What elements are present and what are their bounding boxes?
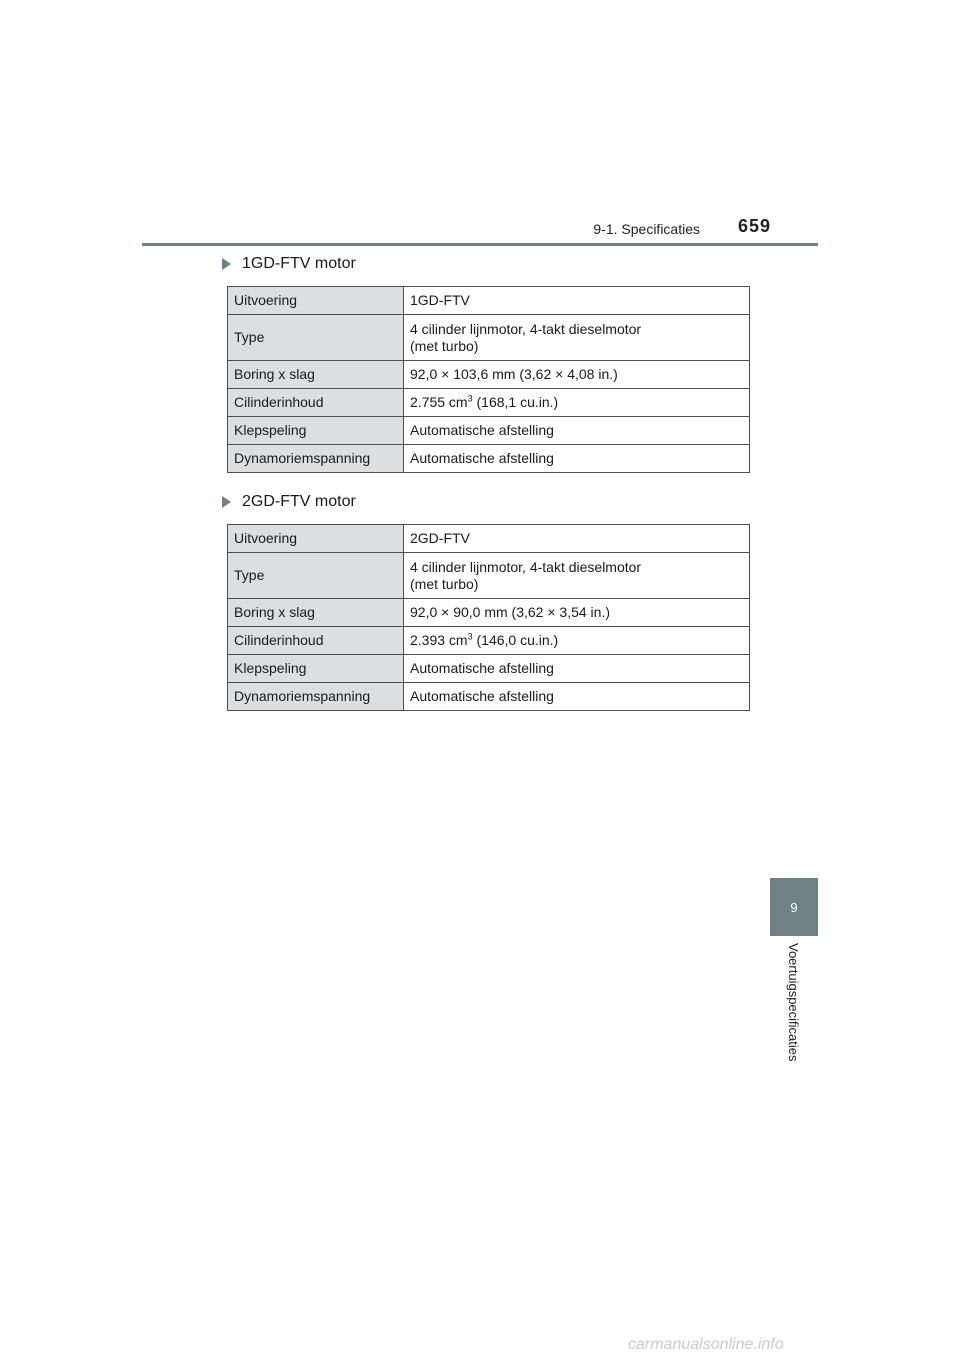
value-superscript: 3 — [467, 631, 473, 642]
value-suffix: (146,0 cu.in.) — [472, 632, 559, 648]
row-label: Boring x slag — [228, 599, 404, 627]
triangle-bullet-icon — [222, 496, 231, 508]
header-divider — [142, 243, 818, 246]
row-value: 1GD-FTV — [404, 287, 750, 315]
chapter-tab[interactable] — [770, 878, 818, 936]
table-row — [228, 683, 750, 711]
row-value: 92,0 × 90,0 mm (3,62 × 3,54 in.) — [404, 599, 750, 627]
table-row — [228, 361, 750, 389]
row-value: 2GD-FTV — [404, 525, 750, 553]
row-label: Type — [228, 553, 404, 599]
table-row — [228, 417, 750, 445]
row-label: Cilinderinhoud — [228, 389, 404, 417]
row-value: Automatische afstelling — [404, 683, 750, 711]
row-value — [404, 627, 750, 655]
table-row — [228, 553, 750, 599]
table-row — [228, 287, 750, 315]
row-label: Type — [228, 315, 404, 361]
row-label: Uitvoering — [228, 525, 404, 553]
spec-table-2gd — [227, 524, 750, 711]
section-title: 9-1. Specificaties — [593, 221, 700, 237]
page-number: 659 — [737, 216, 771, 236]
row-label: Dynamoriemspanning — [228, 445, 404, 473]
value-superscript: 3 — [467, 393, 473, 404]
table-row — [228, 627, 750, 655]
table-row — [228, 599, 750, 627]
row-label: Boring x slag — [228, 361, 404, 389]
row-value: Automatische afstelling — [404, 655, 750, 683]
row-value — [404, 389, 750, 417]
row-value: 92,0 × 103,6 mm (3,62 × 4,08 in.) — [404, 361, 750, 389]
table-row — [228, 445, 750, 473]
table-row — [228, 655, 750, 683]
table-row — [228, 525, 750, 553]
section-heading-1gd — [222, 255, 356, 273]
watermark: carmanualsonline.info — [628, 1336, 784, 1353]
row-value: 4 cilinder lijnmotor, 4-takt dieselmotor (met turbo) — [404, 553, 750, 599]
triangle-bullet-icon — [222, 258, 231, 270]
value-main: 2.393 cm — [410, 632, 468, 648]
chapter-number: 9 — [790, 899, 798, 915]
section-heading-text: 2GD-FTV motor — [242, 493, 356, 510]
row-label: Cilinderinhoud — [228, 627, 404, 655]
row-label: Dynamoriemspanning — [228, 683, 404, 711]
row-value: Automatische afstelling — [404, 417, 750, 445]
row-value: 4 cilinder lijnmotor, 4-takt dieselmotor (met turbo) — [404, 315, 750, 361]
page-header — [142, 212, 818, 246]
row-label: Klepspeling — [228, 655, 404, 683]
row-label: Uitvoering — [228, 287, 404, 315]
spec-table-1gd — [227, 286, 750, 473]
table-row — [228, 315, 750, 361]
section-heading-2gd — [222, 493, 356, 511]
table-row — [228, 389, 750, 417]
row-value: Automatische afstelling — [404, 445, 750, 473]
row-label: Klepspeling — [228, 417, 404, 445]
chapter-label-text: Voertuigspecificaties — [786, 943, 801, 1062]
value-suffix: (168,1 cu.in.) — [472, 394, 559, 410]
value-main: 2.755 cm — [410, 394, 468, 410]
section-heading-text: 1GD-FTV motor — [242, 255, 356, 272]
